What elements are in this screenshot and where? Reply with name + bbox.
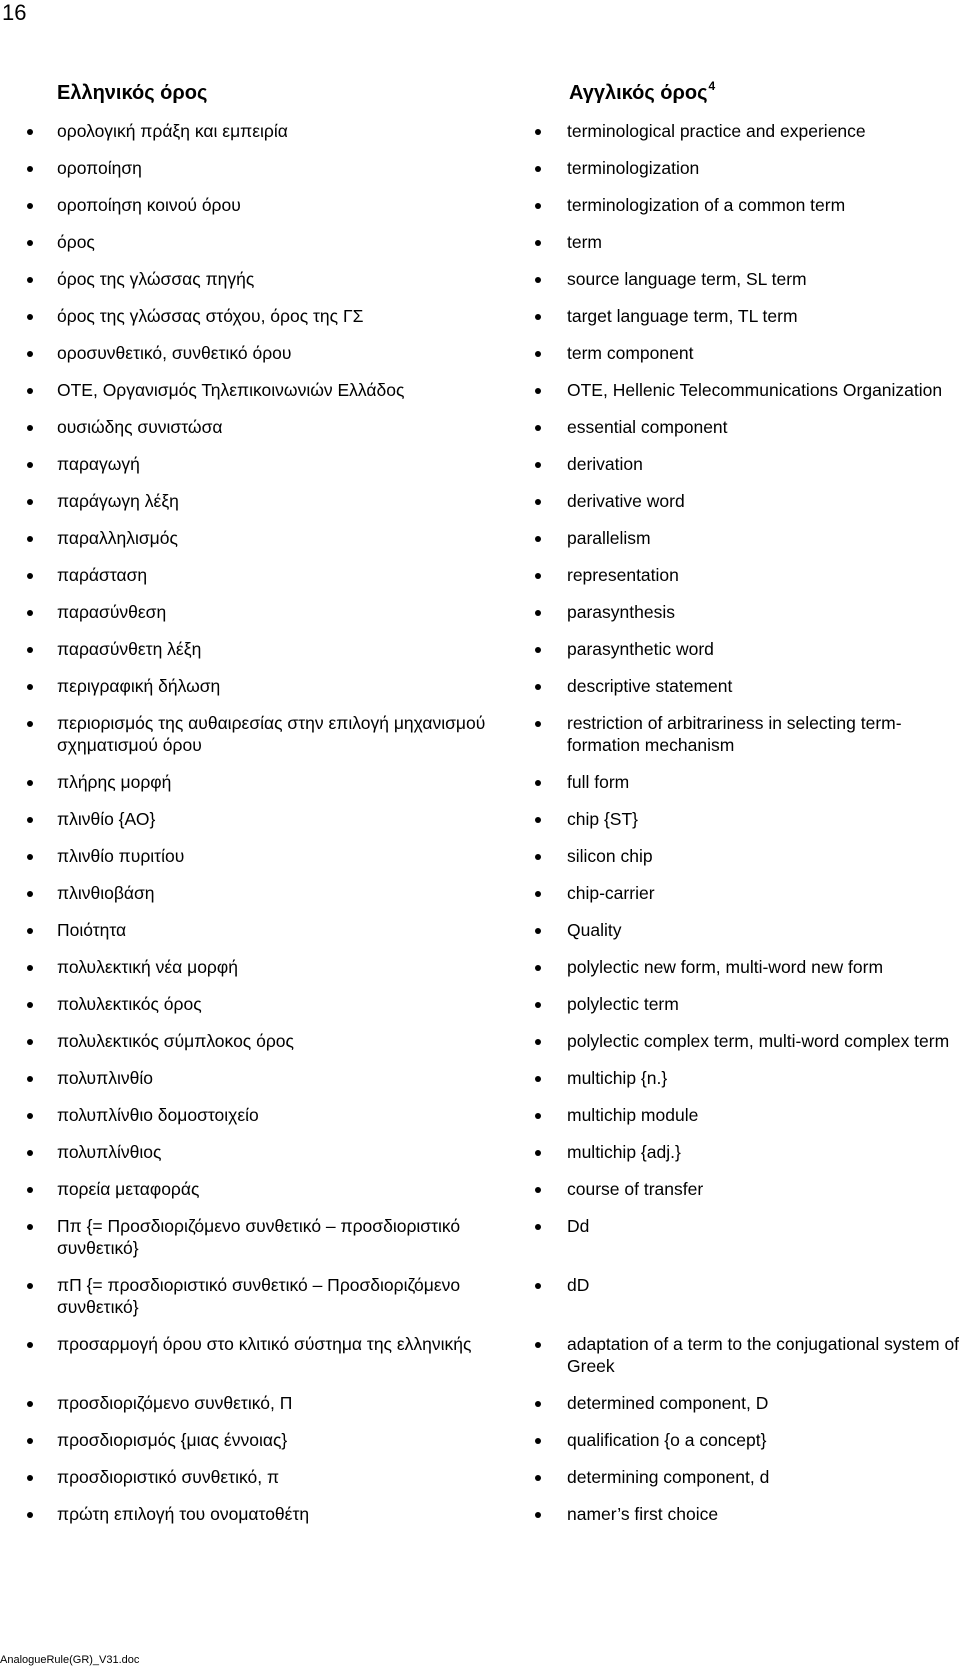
bullet-icon — [27, 610, 33, 616]
english-term-text: namer’s first choice — [567, 1504, 719, 1524]
greek-term — [57, 490, 527, 512]
greek-term-text: παρασύνθεση — [57, 602, 167, 622]
greek-term — [57, 268, 527, 290]
english-term — [567, 120, 960, 142]
bullet-icon — [27, 1187, 33, 1193]
english-term-text: source language term, SL term — [567, 269, 807, 289]
english-term-text: dD — [567, 1275, 590, 1295]
glossary-row — [0, 1392, 960, 1414]
glossary-row — [0, 453, 960, 475]
english-term — [567, 771, 960, 793]
bullet-icon — [535, 1512, 541, 1518]
bullet-icon — [535, 129, 541, 135]
english-term — [567, 527, 960, 549]
greek-term — [57, 882, 527, 904]
glossary-row — [0, 882, 960, 904]
glossary-row — [0, 1333, 960, 1377]
bullet-icon — [535, 1187, 541, 1193]
page-number: 16 — [2, 0, 27, 25]
greek-term — [57, 416, 527, 438]
bullet-icon — [27, 388, 33, 394]
greek-term-text: όρος της γλώσσας στόχου, όρος της ΓΣ — [57, 306, 364, 326]
glossary-row — [0, 342, 960, 364]
glossary-row — [0, 1466, 960, 1488]
greek-term-text: πρώτη επιλογή του ονοματοθέτη — [57, 1504, 310, 1524]
greek-term-text: προσδιοριζόμενο συνθετικό, Π — [57, 1393, 293, 1413]
glossary-row — [0, 1274, 960, 1318]
english-term — [567, 882, 960, 904]
english-term — [567, 1274, 960, 1318]
bullet-icon — [27, 314, 33, 320]
greek-term-text: οροσυνθετικό, συνθετικό όρου — [57, 343, 292, 363]
bullet-icon — [27, 499, 33, 505]
greek-term — [57, 1215, 527, 1259]
glossary-row — [0, 120, 960, 142]
glossary-row — [0, 527, 960, 549]
glossary-row — [0, 564, 960, 586]
bullet-icon — [27, 1475, 33, 1481]
english-term-text: parasynthetic word — [567, 639, 714, 659]
english-term-text: Dd — [567, 1216, 590, 1236]
bullet-icon — [535, 240, 541, 246]
bullet-icon — [535, 817, 541, 823]
english-term-header-label: Αγγλικός όρος — [569, 82, 708, 104]
bullet-icon — [535, 388, 541, 394]
english-term-text: full form — [567, 772, 630, 792]
english-term-text: representation — [567, 565, 679, 585]
english-term — [567, 1429, 960, 1451]
greek-term-text: οροποίηση — [57, 158, 142, 178]
glossary-row — [0, 993, 960, 1015]
greek-term — [57, 712, 527, 756]
english-term-text: determined component, D — [567, 1393, 769, 1413]
greek-term — [57, 1333, 527, 1377]
greek-term-text: Ππ {= Προσδιοριζόμενο συνθετικό – προσδιοριστικό συνθετικό} — [57, 1216, 461, 1258]
english-term-text: polylectic complex term, multi-word complex term — [567, 1031, 950, 1051]
bullet-icon — [535, 425, 541, 431]
bullet-icon — [535, 499, 541, 505]
greek-term — [57, 120, 527, 142]
english-term-text: derivation — [567, 454, 643, 474]
greek-term — [57, 1141, 527, 1163]
greek-term — [57, 1030, 527, 1052]
glossary-row — [0, 1104, 960, 1126]
bullet-icon — [535, 573, 541, 579]
glossary-row — [0, 157, 960, 179]
english-term-text: chip-carrier — [567, 883, 655, 903]
bullet-icon — [27, 928, 33, 934]
english-term — [567, 845, 960, 867]
english-term — [567, 1104, 960, 1126]
greek-term-text: παράγωγη λέξη — [57, 491, 179, 511]
english-term — [567, 1466, 960, 1488]
english-term-text: chip {ST} — [567, 809, 639, 829]
english-term — [567, 1141, 960, 1163]
glossary-row — [0, 1030, 960, 1052]
greek-term — [57, 1503, 527, 1525]
english-term-text: course of transfer — [567, 1179, 704, 1199]
bullet-icon — [535, 1113, 541, 1119]
bullet-icon — [27, 1283, 33, 1289]
english-term-text: terminological practice and experience — [567, 121, 866, 141]
bullet-icon — [535, 684, 541, 690]
english-term-text: term component — [567, 343, 694, 363]
greek-term — [57, 453, 527, 475]
greek-term-text: ορολογική πράξη και εμπειρία — [57, 121, 288, 141]
english-term-text: parasynthesis — [567, 602, 675, 622]
english-term-text: adaptation of a term to the conjugational system of Greek — [567, 1334, 960, 1376]
glossary-row — [0, 601, 960, 623]
bullet-icon — [535, 1342, 541, 1348]
english-term-text: silicon chip — [567, 846, 653, 866]
bullet-icon — [27, 854, 33, 860]
bullet-icon — [27, 684, 33, 690]
bullet-icon — [535, 351, 541, 357]
english-term — [567, 416, 960, 438]
bullet-icon — [27, 817, 33, 823]
glossary-row — [0, 1067, 960, 1089]
bullet-icon — [535, 965, 541, 971]
greek-term-text: παράσταση — [57, 565, 148, 585]
bullet-icon — [27, 1401, 33, 1407]
glossary-row — [0, 1178, 960, 1200]
greek-term-text: πΠ {= προσδιοριστικό συνθετικό – Προσδιοριζόμενο συνθετικό} — [57, 1275, 461, 1317]
bullet-icon — [27, 1113, 33, 1119]
greek-term-text: πλινθιοβάση — [57, 883, 155, 903]
bullet-icon — [535, 1475, 541, 1481]
bullet-icon — [27, 240, 33, 246]
bullet-icon — [27, 965, 33, 971]
english-term — [567, 1392, 960, 1414]
bullet-icon — [535, 1039, 541, 1045]
bullet-icon — [535, 277, 541, 283]
bullet-icon — [535, 610, 541, 616]
greek-term-text: περιγραφική δήλωση — [57, 676, 221, 696]
greek-term-text: πλήρης μορφή — [57, 772, 172, 792]
english-term-text: multichip module — [567, 1105, 699, 1125]
english-term — [567, 1215, 960, 1259]
bullet-icon — [535, 536, 541, 542]
english-term-text: determining component, d — [567, 1467, 770, 1487]
greek-term-header: Ελληνικός όρος — [57, 82, 208, 104]
bullet-icon — [27, 573, 33, 579]
greek-term-text: παραλληλισμός — [57, 528, 178, 548]
greek-term — [57, 675, 527, 697]
english-term — [567, 1178, 960, 1200]
bullet-icon — [535, 1438, 541, 1444]
bullet-icon — [535, 1076, 541, 1082]
bullet-icon — [27, 536, 33, 542]
english-term-text: multichip {n.} — [567, 1068, 668, 1088]
bullet-icon — [27, 721, 33, 727]
bullet-icon — [535, 462, 541, 468]
english-term — [567, 601, 960, 623]
english-term — [567, 1067, 960, 1089]
glossary-row — [0, 379, 960, 401]
greek-term-text: πολυλεκτικός σύμπλοκος όρος — [57, 1031, 294, 1051]
bullet-icon — [27, 1002, 33, 1008]
english-term-header — [569, 79, 716, 105]
glossary-row — [0, 638, 960, 660]
glossary-row — [0, 1215, 960, 1259]
greek-term-text: οροποίηση κοινού όρου — [57, 195, 241, 215]
bullet-icon — [27, 1039, 33, 1045]
english-term-text: essential component — [567, 417, 728, 437]
greek-term — [57, 993, 527, 1015]
greek-term — [57, 231, 527, 253]
bullet-icon — [27, 1342, 33, 1348]
bullet-icon — [27, 425, 33, 431]
glossary-row — [0, 712, 960, 756]
glossary-row — [0, 1141, 960, 1163]
english-term-text: multichip {adj.} — [567, 1142, 681, 1162]
bullet-icon — [535, 314, 541, 320]
greek-term — [57, 1429, 527, 1451]
greek-term-text: ΟΤΕ, Οργανισμός Τηλεπικοινωνιών Ελλάδος — [57, 380, 405, 400]
glossary-row — [0, 194, 960, 216]
english-term — [567, 638, 960, 660]
greek-term — [57, 638, 527, 660]
glossary-row — [0, 675, 960, 697]
greek-term-text: ουσιώδης συνιστώσα — [57, 417, 223, 437]
greek-term-text: όρος της γλώσσας πηγής — [57, 269, 255, 289]
bullet-icon — [27, 891, 33, 897]
bullet-icon — [27, 1224, 33, 1230]
greek-term — [57, 305, 527, 327]
bullet-icon — [27, 166, 33, 172]
bullet-icon — [535, 1002, 541, 1008]
english-term — [567, 157, 960, 179]
glossary-row — [0, 416, 960, 438]
bullet-icon — [535, 647, 541, 653]
glossary-row — [0, 956, 960, 978]
glossary-row — [0, 490, 960, 512]
bullet-icon — [27, 780, 33, 786]
greek-term — [57, 194, 527, 216]
bullet-icon — [535, 721, 541, 727]
greek-term-text: πορεία μεταφοράς — [57, 1179, 200, 1199]
english-term — [567, 490, 960, 512]
greek-term — [57, 342, 527, 364]
english-term — [567, 808, 960, 830]
greek-term-text: παρασύνθετη λέξη — [57, 639, 202, 659]
greek-term — [57, 157, 527, 179]
bullet-icon — [27, 1076, 33, 1082]
bullet-icon — [535, 891, 541, 897]
greek-term — [57, 527, 527, 549]
greek-term-text: πολυλεκτικός όρος — [57, 994, 202, 1014]
greek-term-text: προσδιοριστικό συνθετικό, π — [57, 1467, 280, 1487]
greek-term-text: προσαρμογή όρου στο κλιτικό σύστημα της ελληνικής — [57, 1334, 472, 1354]
english-term — [567, 231, 960, 253]
greek-term-text: πολυλεκτική νέα μορφή — [57, 957, 238, 977]
greek-term-text: πολυπλίνθιο δομοστοιχείο — [57, 1105, 259, 1125]
english-term-text: qualification {o a concept} — [567, 1430, 767, 1450]
english-term — [567, 564, 960, 586]
glossary-row — [0, 919, 960, 941]
english-term-text: descriptive statement — [567, 676, 733, 696]
greek-term — [57, 845, 527, 867]
greek-term — [57, 1104, 527, 1126]
greek-term-text: πλινθίο {ΑΟ} — [57, 809, 156, 829]
bullet-icon — [27, 203, 33, 209]
english-term-text: term — [567, 232, 602, 252]
glossary-row — [0, 771, 960, 793]
english-term-text: terminologization of a common term — [567, 195, 846, 215]
greek-term — [57, 1067, 527, 1089]
bullet-icon — [27, 129, 33, 135]
english-term — [567, 305, 960, 327]
english-term — [567, 1030, 960, 1052]
english-term — [567, 956, 960, 978]
bullet-icon — [535, 1401, 541, 1407]
footnote-marker: 4 — [708, 79, 716, 93]
english-term-text: OTE, Hellenic Telecommunications Organization — [567, 380, 943, 400]
english-term — [567, 712, 960, 756]
english-term — [567, 342, 960, 364]
glossary-row — [0, 845, 960, 867]
english-term — [567, 919, 960, 941]
english-term-text: target language term, TL term — [567, 306, 798, 326]
greek-term — [57, 1178, 527, 1200]
greek-term-text: περιορισμός της αυθαιρεσίας στην επιλογή μηχανισμού σχηματισμού όρου — [57, 713, 486, 755]
greek-term — [57, 564, 527, 586]
english-term-text: derivative word — [567, 491, 685, 511]
bullet-icon — [535, 928, 541, 934]
greek-term — [57, 1466, 527, 1488]
document-filename: AnalogueRule(GR)_V31.doc — [0, 1654, 140, 1666]
bullet-icon — [535, 203, 541, 209]
greek-term-text: προσδιορισμός {μιας έννοιας} — [57, 1430, 288, 1450]
glossary-row — [0, 1429, 960, 1451]
english-term — [567, 1333, 960, 1377]
english-term — [567, 268, 960, 290]
greek-term — [57, 956, 527, 978]
english-term-text: Quality — [567, 920, 622, 940]
greek-term-text: πολυπλίνθιος — [57, 1142, 162, 1162]
english-term-text: terminologization — [567, 158, 700, 178]
english-term-text: parallelism — [567, 528, 651, 548]
glossary-row — [0, 268, 960, 290]
greek-term — [57, 919, 527, 941]
english-term — [567, 993, 960, 1015]
english-term — [567, 675, 960, 697]
bullet-icon — [535, 854, 541, 860]
bullet-icon — [27, 351, 33, 357]
greek-term — [57, 771, 527, 793]
bullet-icon — [535, 1224, 541, 1230]
english-term — [567, 379, 960, 401]
greek-term-text: πλινθίο πυριτίου — [57, 846, 185, 866]
bullet-icon — [27, 277, 33, 283]
english-term-text: polylectic term — [567, 994, 679, 1014]
greek-term-text: όρος — [57, 232, 95, 252]
english-term-text: polylectic new form, multi-word new form — [567, 957, 884, 977]
bullet-icon — [27, 462, 33, 468]
english-term-text: restriction of arbitrariness in selecting term-formation mechanism — [567, 713, 902, 755]
english-term — [567, 194, 960, 216]
greek-term — [57, 601, 527, 623]
glossary-row — [0, 231, 960, 253]
glossary-list — [0, 120, 960, 1540]
greek-term-text: Ποιότητα — [57, 920, 127, 940]
bullet-icon — [27, 1512, 33, 1518]
greek-term — [57, 379, 527, 401]
glossary-row — [0, 808, 960, 830]
bullet-icon — [535, 1150, 541, 1156]
greek-term — [57, 1392, 527, 1414]
bullet-icon — [27, 1150, 33, 1156]
english-term — [567, 1503, 960, 1525]
bullet-icon — [27, 1438, 33, 1444]
bullet-icon — [535, 166, 541, 172]
greek-term-text: πολυπλινθίο — [57, 1068, 153, 1088]
english-term — [567, 453, 960, 475]
glossary-row — [0, 305, 960, 327]
glossary-row — [0, 1503, 960, 1525]
greek-term — [57, 808, 527, 830]
bullet-icon — [27, 647, 33, 653]
bullet-icon — [535, 780, 541, 786]
greek-term-text: παραγωγή — [57, 454, 140, 474]
bullet-icon — [535, 1283, 541, 1289]
greek-term — [57, 1274, 527, 1318]
